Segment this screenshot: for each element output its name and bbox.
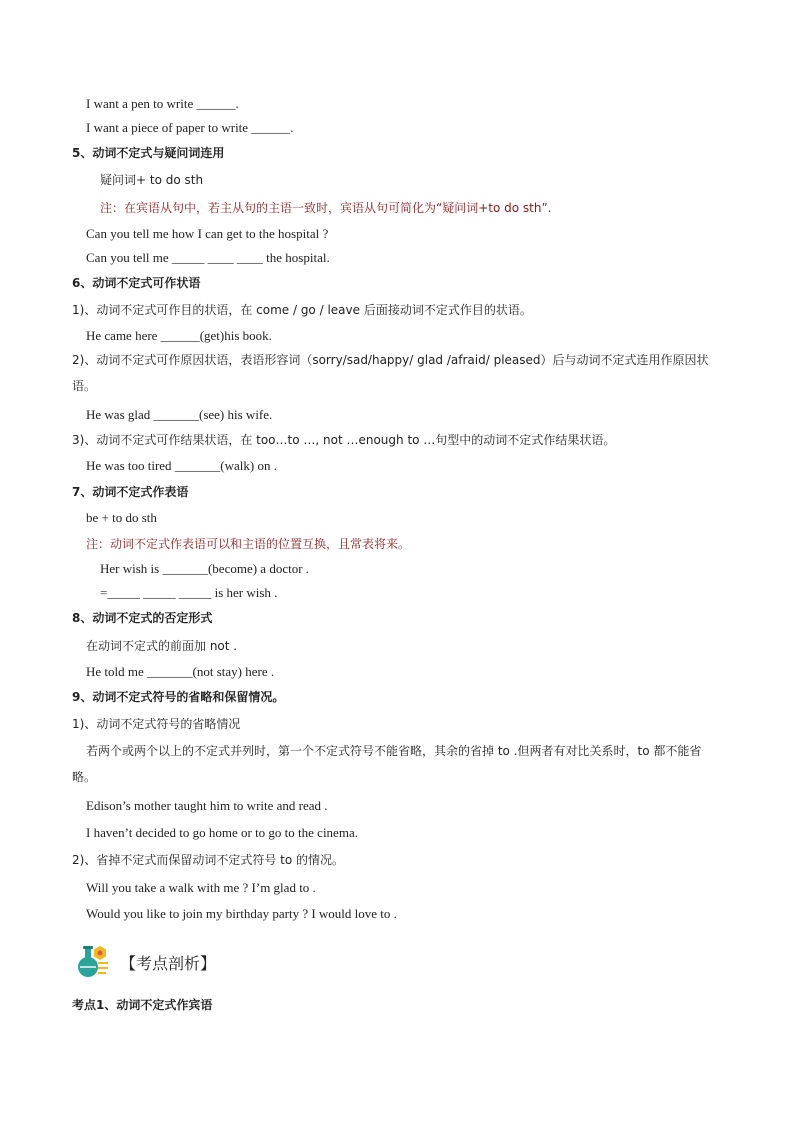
example-sentence: I want a pen to write ______. [86, 96, 239, 111]
rule-line: 1)、动词不定式可作目的状语，在 come / go / leave 后面接动词不定式作目的状语。 [72, 303, 532, 317]
example-sentence: I haven’t decided to go home or to go to the cinema. [86, 825, 358, 840]
example-sentence: I want a piece of paper to write ______. [86, 120, 294, 135]
rule-line: 1)、动词不定式符号的省略情况 [72, 717, 241, 731]
note-line: 注：动词不定式作表语可以和主语的位置互换，且常表将来。 [86, 537, 411, 551]
section-title: 【考点剖析】 [120, 954, 217, 973]
example-sentence: He came here ______(get)his book. [86, 328, 272, 343]
example-sentence: Can you tell me how I can get to the hospital ? [86, 226, 329, 241]
section-heading-8: 8、动词不定式的否定形式 [72, 611, 213, 625]
rule-line: 3)、动词不定式可作结果状语，在 too…to …, not …enough to …句型中的动词不定式作结果状语。 [72, 433, 616, 447]
rule-line: 2)、省掉不定式而保留动词不定式符号 to 的情况。 [72, 853, 344, 867]
formula-line: be + to do sth [86, 510, 157, 525]
example-sentence: Will you take a walk with me ? I’m glad to . [86, 880, 316, 895]
rule-paragraph: 若两个或两个以上的不定式并列时，第一个不定式符号不能省略，其余的省掉 to .但两者有对比关系时，to 都不能省略。 [72, 744, 702, 784]
example-sentence: He was glad _______(see) his wife. [86, 407, 273, 422]
section-heading-5: 5、动词不定式与疑问词连用 [72, 146, 225, 160]
rule-paragraph: 2)、动词不定式可作原因状语，表语形容词（sorry/sad/happy/ glad /afraid/ pleased）后与动词不定式连用作原因状语。 [72, 353, 709, 393]
example-sentence: Edison’s mother taught him to write and read . [86, 798, 328, 813]
example-sentence: =_____ _____ _____ is her wish . [100, 585, 278, 600]
section-heading-6: 6、动词不定式可作状语 [72, 276, 201, 290]
example-sentence: He was too tired _______(walk) on . [86, 458, 277, 473]
formula-line: 疑问词+ to do sth [100, 173, 204, 187]
example-sentence: He told me _______(not stay) here . [86, 664, 275, 679]
rule-line: 在动词不定式的前面加 not . [86, 639, 238, 653]
subsection-heading: 考点1、动词不定式作宾语 [72, 998, 213, 1012]
section-heading-7: 7、动词不定式作表语 [72, 485, 189, 499]
flask-icon [76, 942, 114, 980]
example-sentence: Her wish is _______(become) a doctor . [100, 561, 310, 576]
section-heading-9: 9、动词不定式符号的省略和保留情况。 [72, 690, 285, 704]
example-sentence: Can you tell me _____ ____ ____ the hospital. [86, 250, 330, 265]
note-line: 注：在宾语从句中，若主从句的主语一致时，宾语从句可简化为“疑问词+to do sth”. [100, 201, 552, 215]
example-sentence: Would you like to join my birthday party ? I would love to . [86, 906, 397, 921]
